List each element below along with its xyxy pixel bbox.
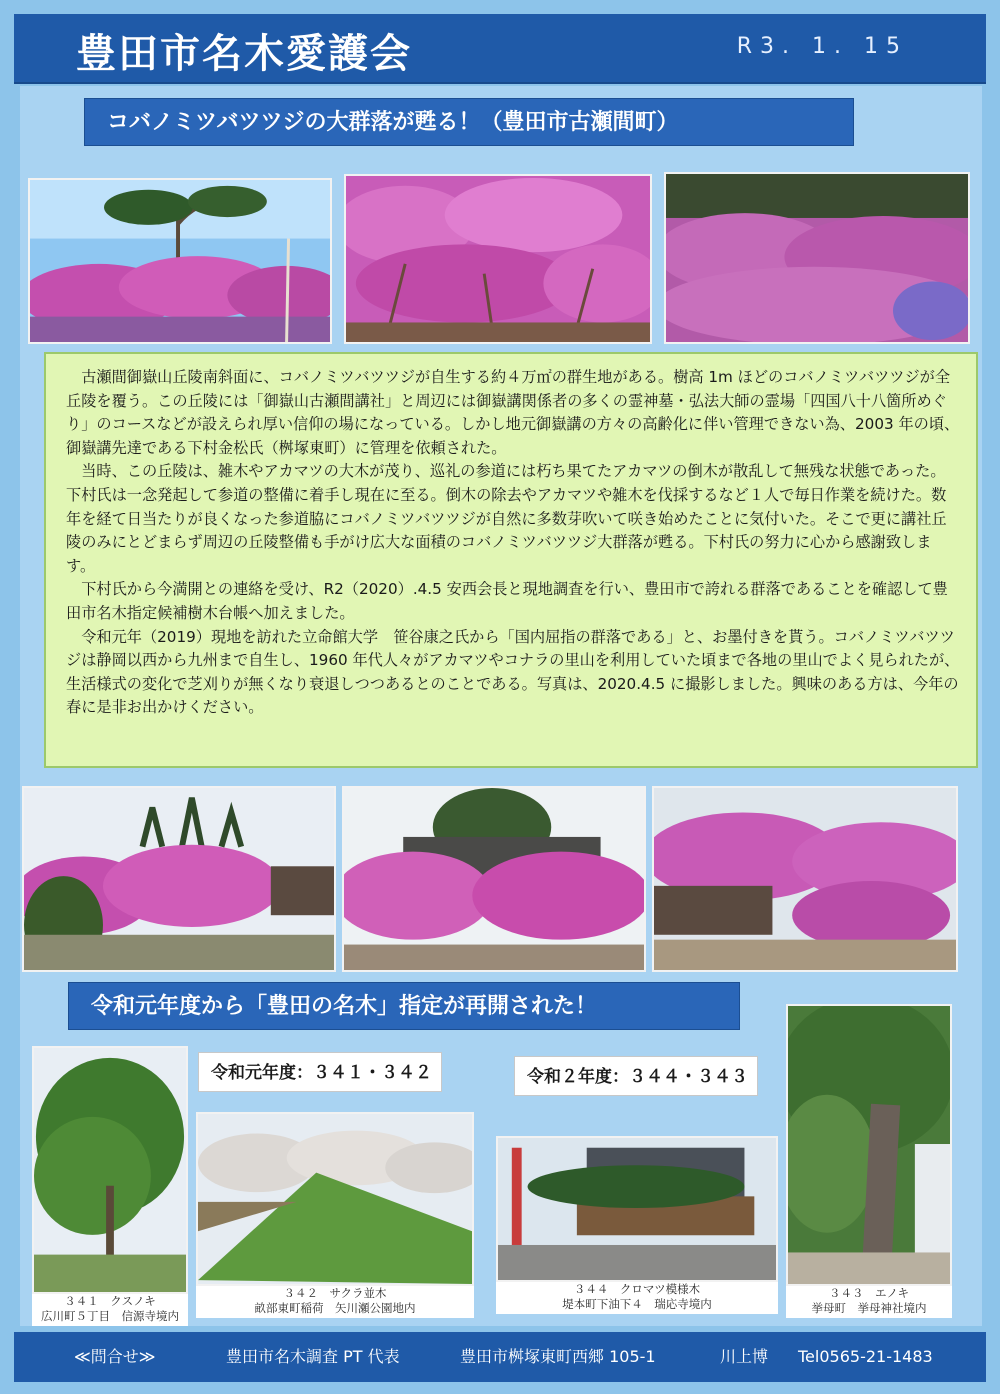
tree-photo-343 (786, 1004, 952, 1286)
article-paragraph-4: 令和元年（2019）現地を訪れた立命館大学 笹谷康之氏から「国内屈指の群落である」と、お墨付きを貰う。コバノミツバツツジは静岡以西から九州まで自生し、1960 年代人々がアカマツやコナラの里山を利用していた頃まで各地の里山でよく見られたが、生活様式の変化で芝刈りが無くなり衰退しつつあるとのことである。写真は、2020.4.5 に撮影しました。興味のある方は、今年の春に是非お出かけください。 (66, 627, 960, 717)
tree-photo-341 (32, 1046, 188, 1294)
azalea-photo-5 (342, 786, 646, 972)
contact-label: ≪問合せ≫ (74, 1347, 156, 1366)
contact-person: 川上博 (720, 1347, 769, 1366)
tree-caption-341-location: 広川町５丁目 信源寺境内 (41, 1309, 179, 1323)
article-body (44, 352, 978, 768)
tree-caption-344-location: 堤本町下油下４ 瑞応寺境内 (562, 1297, 712, 1311)
tree-caption-344-name: ３４４ クロマツ模様木 (573, 1282, 701, 1296)
contact-address: 豊田市桝塚東町西郷 105-1 (460, 1347, 656, 1366)
article-paragraph-1: 古瀬間御嶽山丘陵南斜面に、コバノミツバツツジが自生する約４万㎡の群生地がある。樹高 1m ほどのコバノミツバツツジが全丘陵を覆う。この丘陵には「御嶽山古瀬間講社」と周辺には御嶽講関係者の多くの霊神墓・弘法大師の霊場「四国八十八箇所めぐり」のコースなどが設えられ厚い信仰の場になっている。しかし地元御嶽講の方々の高齢化に伴い管理できない為、2003 年の頃、御嶽講先達である下村金松氏（桝塚東町）に管理を依頼された。 (66, 368, 960, 457)
azalea-photo-1 (28, 178, 332, 344)
tree-caption-342 (196, 1286, 474, 1318)
azalea-photo-3 (664, 172, 970, 344)
header-bar (14, 14, 986, 84)
section-heading-designation: 令和元年度から「豊田の名木」指定が再開された！ (68, 982, 740, 1030)
azalea-photo-4 (22, 786, 336, 972)
tree-caption-341 (32, 1294, 188, 1326)
year-label-r1: 令和元年度：３４１・３４２ (198, 1052, 442, 1092)
contact-org: 豊田市名木調査 PT 代表 (226, 1347, 400, 1366)
tree-caption-344 (496, 1282, 778, 1314)
tree-caption-343 (786, 1286, 952, 1318)
tree-caption-343-location: 挙母町 挙母神社境内 (811, 1301, 927, 1315)
tree-caption-342-name: ３４２ サクラ並木 (283, 1286, 387, 1300)
article-paragraph-2: 当時、この丘陵は、雑木やアカマツの大木が茂り、巡礼の参道には朽ち果てたアカマツの倒木が散乱して無残な状態であった。下村氏は一念発起して参道の整備に着手し現在に至る。倒木の除去やアカマツや雑木を伐採するなど１人で毎日作業を続けた。数年を経て日当たりが良くなった参道脇にコバノミツバツツジが自然に多数芽吹いて咲き始めたことに気付いた。そこで更に講社丘陵のみにとどまらず周辺の丘陵整備も手がけ広大な面積のコバノミツバツツジ大群落が甦る。下村氏の努力に心から感謝致します。 (66, 462, 947, 575)
article-paragraph-3: 下村氏から今満開との連絡を受け、R2（2020）.4.5 安西会長と現地調査を行い、豊田市で誇れる群落であることを確認して豊田市名木指定候補樹木台帳へ加えました。 (66, 580, 948, 622)
year-label-r2: 令和２年度：３４４・３４３ (514, 1056, 758, 1096)
azalea-photo-6 (652, 786, 958, 972)
tree-photo-342 (196, 1112, 474, 1286)
issue-date: R3. 1. 15 (736, 34, 908, 59)
tree-caption-342-location: 畝部東町稲荷 矢川瀬公園地内 (254, 1301, 416, 1315)
contact-tel: Tel0565-21-1483 (798, 1347, 933, 1366)
section-heading-azalea: コバノミツバツツジの大群落が甦る！（豊田市古瀬間町） (84, 98, 854, 146)
azalea-photo-2 (344, 174, 652, 344)
tree-caption-343-name: ３４３ エノキ (828, 1286, 910, 1300)
contact-footer (14, 1332, 986, 1382)
newsletter-title: 豊田市名木愛護会 (76, 31, 412, 77)
tree-caption-341-name: ３４１ クスノキ (64, 1294, 156, 1308)
tree-photo-344 (496, 1136, 778, 1282)
